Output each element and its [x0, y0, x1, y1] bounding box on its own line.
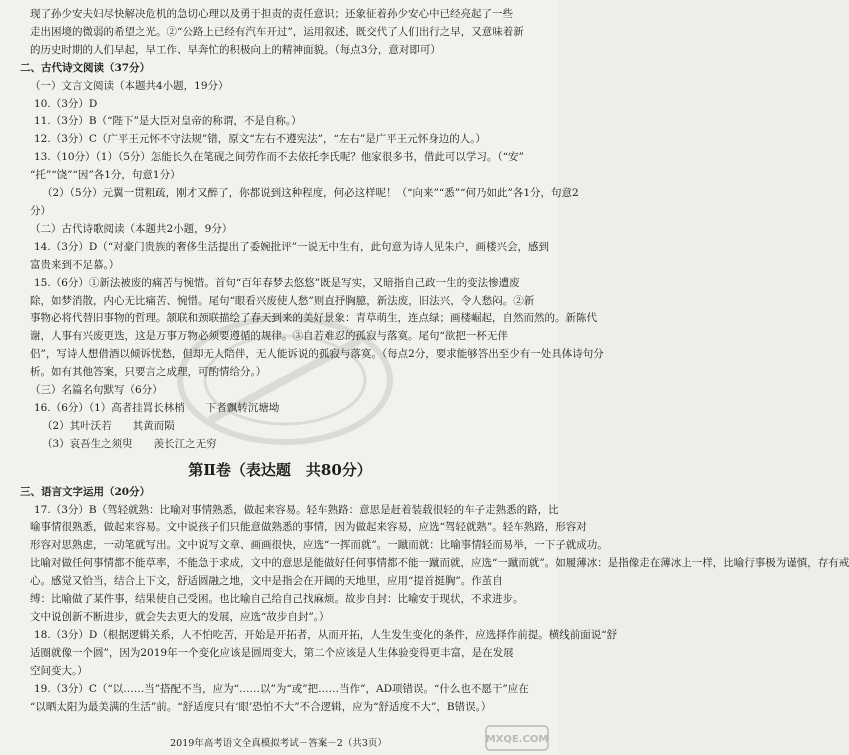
answer-line: 11.（3分）B（“陛下”是大臣对皇帝的称谓，不是自称。） — [34, 115, 302, 128]
answer-line: 15.（6分）①新法被废的痛苦与惋惜。首句“百年春梦去悠悠”既是写实，又暗指自己政一生的变法惨遭废 — [34, 276, 520, 289]
answer-line: 心。感觉又恰当，结合上下文，舒适圆融之地，文中是指会在开阔的天地里，应用“提首挺胸”。作茧自 — [30, 575, 503, 588]
answer-line: 12.（3分）C（广平王元怀不守法规”错，原文“左右不遵宪法”，“左右”是广平王元怀身边的人。） — [34, 133, 487, 146]
answer-line: （2）其叶沃若 其黄而陨 — [42, 419, 175, 432]
section-heading: 三、语言文字运用（20分） — [20, 485, 151, 498]
answer-line: 喻事情很熟悉，做起来容易。文中说孩子们只能意做熟悉的事情，因为做起来容易，应选“驾轻就熟”。轻车熟路，形容对 — [30, 521, 587, 534]
text-line: 的历史时期的人们早起，早工作、早奔忙的积极向上的精神面貌。（每点3分，意对即可） — [30, 43, 441, 56]
answer-line: 比喻对做任何事情都不能草率，不能急于求成，文中的意思是能做好任何事情都不能一蹴而就，应选“一蹴而就”。如履薄冰：是指像走在薄冰上一样，比喻行事极为谨慎，存有戒 — [30, 557, 849, 570]
section-heading: 二、古代诗文阅读（37分） — [20, 61, 151, 74]
answer-line: 10.（3分）D — [34, 97, 98, 110]
answer-line: 文中说创新不断进步，就会失去更大的发展，应选“故步自封”。） — [30, 611, 330, 623]
answer-content — [20, 6, 849, 716]
page-footer: 2019年高考语文全真模拟考试－答案－2（共3页） — [170, 738, 387, 749]
answer-line: 14.（3分）D（“对豪门贵族的奢侈生活提出了委婉批评”一说无中生有，此句意为诗人见朱户，画楼兴会，感到 — [34, 240, 550, 253]
answer-line: 谢，人事有兴废更迭，这是万事万物必须要遵循的规律。③自若难忍的孤寂与落寞。尾句“欲把一杯无伴 — [30, 330, 508, 343]
answer-line: 事物必将代替旧事物的哲理。颔联和颈联描绘了春天到来的美好景象：青草萌生，连点绿；画楼崛起，自然而然的。新陈代 — [30, 312, 597, 325]
answer-line: 除，如梦消散，内心无比痛苦、惋惜。尾句“眼看兴废使人愁”则直抒胸臆，新法废，旧法兴，令人愁闷。②新 — [30, 294, 535, 307]
answer-line: （3）哀吾生之须臾 羡长江之无穷 — [42, 437, 217, 450]
answer-line: 16.（6分）（1）高者挂罥长林梢 下者飘转沉塘坳 — [34, 401, 280, 414]
mxqe-logo-watermark — [485, 725, 549, 751]
answer-line: 缚：比喻做了某件事，结果使自己受困。也比喻自己给自己找麻烦。故步自封：比喻安于现状，不求进步。 — [30, 593, 524, 606]
answer-line: “托”“饶”“因”各1分，句意1分） — [30, 169, 181, 182]
answer-line: 13.（10分）（1）（5分）怎能长久在笔砚之间劳作而不去依托李氏呢？他家很多书，借此可以学习。（“安” — [34, 151, 524, 164]
text-line: 走出困境的微弱的希望之光。②“公路上已经有汽车开过”，运用叙述，既交代了人们出行之早，又意味着新 — [30, 25, 524, 38]
text-line: 现了孙少安夫妇尽快解决危机的急切心理以及勇于担责的责任意识；还象征着孙少安心中已经亮起了一些 — [30, 8, 513, 20]
answer-line: 分） — [30, 204, 51, 217]
answer-line: 富贵来到不足慕。） — [30, 258, 120, 271]
answer-line: 17.（3分）B（驾轻就熟：比喻对事情熟悉，做起来容易。轻车熟路：意思是赶着装载很轻的车子走熟悉的路，比 — [34, 503, 559, 516]
answer-line: （2）（5分）元翼一贯粗疏，刚才又醉了，你都说到这种程度，何必这样呢！（“向来”“悉”“何乃如此”各1分，句意2 — [42, 187, 579, 200]
answer-line: 18.（3分）D（根据逻辑关系，人不怕吃苦，开始是开拓者，从而开拓，人生发生变化的条件，应选择作前提。横线前面说“舒 — [34, 628, 618, 641]
answer-line: “以晒太阳为最美满的生活”前。“舒适度只有‘眼’恐怕不大”不合逻辑，应为“舒适度不大”，B错误。） — [30, 700, 492, 713]
answer-line: 析。如有其他答案，只要言之成理，可酌情给分。） — [30, 366, 267, 379]
answer-line: 空间变大。） — [30, 664, 88, 677]
volume-title: 第Ⅱ卷（表达题 共80分） — [188, 460, 372, 479]
subsection-heading: （三）名篇名句默写（6分） — [30, 384, 163, 397]
answer-line: 侣”，写诗人想借酒以倾诉忧愁，但却无人陪伴，无人能诉说的孤寂与落寞。（每点2分，要求能够答出至少有一处具体诗句分 — [30, 348, 604, 361]
subsection-heading: （二）古代诗歌阅读（本题共2小题，9分） — [30, 222, 233, 235]
answer-line: 19.（3分）C（“以……当”搭配不当，应为“……以”为“或”把……当作”，AD项错误。“什么也不愿干”应在 — [34, 682, 529, 695]
answer-line: 形容对思熟虑，一动笔就写出。文中说写文章、画画很快，应选“一挥而就”。一蹴而就：比喻事情轻而易举，一下子就成功。 — [30, 539, 608, 552]
subsection-heading: （一）文言文阅读（本题共4小题，19分） — [30, 79, 229, 92]
watermark-text: MXQE.COM — [485, 734, 549, 745]
answer-line: 适圈就像一个圆”，因为2019年一个变化应该是圆周变大，第二个应该是人生体验变得更丰富，是在发展 — [30, 646, 514, 659]
